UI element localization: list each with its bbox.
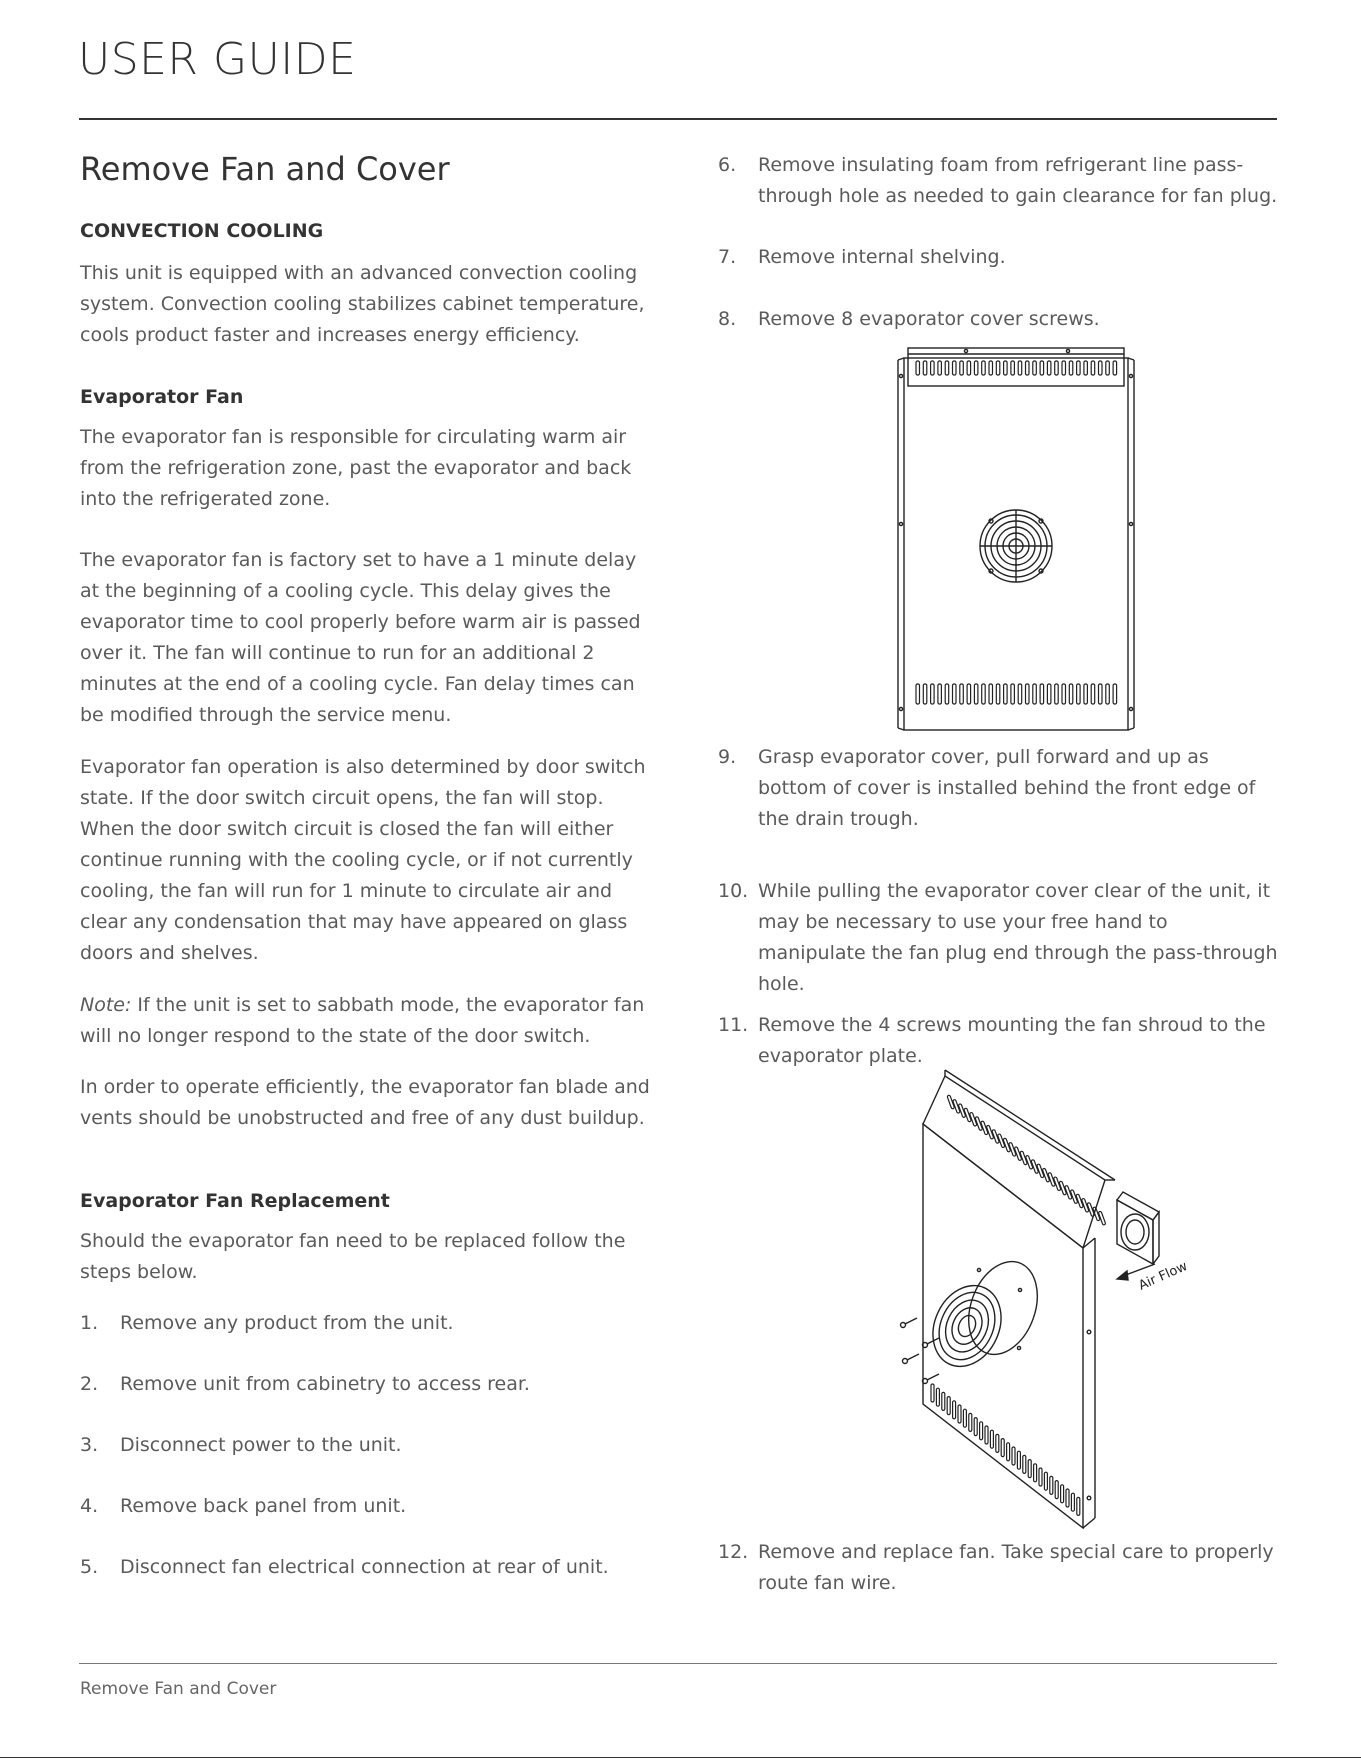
replacement-heading: Evaporator Fan Replacement	[80, 1190, 390, 1212]
step-item	[718, 1537, 1280, 1599]
evaporator-plate-figure	[895, 1068, 1195, 1538]
step-text: While pulling the evaporator cover clear of the unit, it may be necessary to use your free hand to manipulate the fan plug end through the pass-through hole.	[758, 880, 1278, 995]
step-number: 7.	[718, 246, 737, 268]
step-number: 9.	[718, 746, 737, 768]
step-number: 4.	[80, 1495, 99, 1517]
step-item	[80, 1430, 650, 1461]
evaporator-fan-heading: Evaporator Fan	[80, 386, 244, 408]
step-text: Remove unit from cabinetry to access rear.	[120, 1373, 530, 1395]
step-item	[718, 304, 1280, 335]
section-title: Remove Fan and Cover	[80, 150, 450, 188]
step-text: Remove insulating foam from refrigerant line pass-through hole as needed to gain clearance for fan plug.	[758, 154, 1278, 207]
step-text: Remove any product from the unit.	[120, 1312, 454, 1334]
step-item	[718, 1010, 1280, 1072]
step-item	[80, 1369, 650, 1400]
page-bottom-line	[0, 1757, 1361, 1758]
step-item	[80, 1491, 650, 1522]
step-number: 2.	[80, 1373, 99, 1395]
step-item	[718, 242, 1280, 273]
step-text: Remove internal shelving.	[758, 246, 1006, 268]
step-text: Remove and replace fan. Take special care to properly route fan wire.	[758, 1541, 1274, 1594]
convection-paragraph: This unit is equipped with an advanced convection cooling system. Convection cooling stabilizes cabinet temperature, cools product faster and increases energy efficiency.	[80, 262, 645, 346]
step-item	[80, 1552, 650, 1583]
note-label: Note:	[80, 994, 132, 1016]
step-text: Remove 8 evaporator cover screws.	[758, 308, 1100, 330]
note-text: If the unit is set to sabbath mode, the evaporator fan will no longer respond to the state of the door switch.	[80, 994, 645, 1047]
step-number: 10.	[718, 880, 749, 902]
convection-heading: CONVECTION COOLING	[80, 220, 324, 242]
step-number: 12.	[718, 1541, 749, 1563]
air-flow-label: Air Flow	[1136, 1258, 1190, 1294]
step-item	[80, 1308, 650, 1339]
step-number: 6.	[718, 154, 737, 176]
fan-paragraph-3: Evaporator fan operation is also determined by door switch state. If the door switch circuit opens, the fan will stop. When the door switch circuit is closed the fan will either continue running with the cooling cycle, or if not currently cooling, the fan will run for 1 minute to circulate air and clear any condensation that may have appeared on glass doors and shelves.	[80, 756, 646, 964]
header-rule	[79, 118, 1277, 120]
step-text: Disconnect power to the unit.	[120, 1434, 402, 1456]
step-number: 3.	[80, 1434, 99, 1456]
evaporator-cover-figure	[896, 346, 1136, 736]
fan-paragraph-2: The evaporator fan is factory set to have a 1 minute delay at the beginning of a cooling cycle. This delay gives the evaporator time to cool properly before warm air is passed over it. The fan will continue to run for an additional 2 minutes at the end of a cooling cycle. Fan delay times can be modified through the service menu.	[80, 549, 641, 726]
step-text: Remove the 4 screws mounting the fan shroud to the evaporator plate.	[758, 1014, 1266, 1067]
step-number: 8.	[718, 308, 737, 330]
replacement-intro: Should the evaporator fan need to be replaced follow the steps below.	[80, 1230, 626, 1283]
step-item	[718, 742, 1280, 835]
fan-paragraph-4: In order to operate efficiently, the evaporator fan blade and vents should be unobstructed and free of any dust buildup.	[80, 1076, 650, 1129]
page-header-title: USER GUIDE	[78, 34, 357, 85]
footer-text: Remove Fan and Cover	[80, 1679, 277, 1699]
step-number: 11.	[718, 1014, 749, 1036]
fan-paragraph-1: The evaporator fan is responsible for circulating warm air from the refrigeration zone, past the evaporator and back into the refrigerated zone.	[80, 426, 632, 510]
step-item	[718, 150, 1280, 212]
step-text: Remove back panel from unit.	[120, 1495, 407, 1517]
step-item	[718, 876, 1280, 1000]
note-paragraph	[80, 990, 650, 1052]
step-text: Grasp evaporator cover, pull forward and up as bottom of cover is installed behind the front edge of the drain trough.	[758, 746, 1256, 830]
step-number: 5.	[80, 1556, 99, 1578]
step-number: 1.	[80, 1312, 99, 1334]
step-text: Disconnect fan electrical connection at rear of unit.	[120, 1556, 609, 1578]
footer-rule	[79, 1663, 1277, 1664]
